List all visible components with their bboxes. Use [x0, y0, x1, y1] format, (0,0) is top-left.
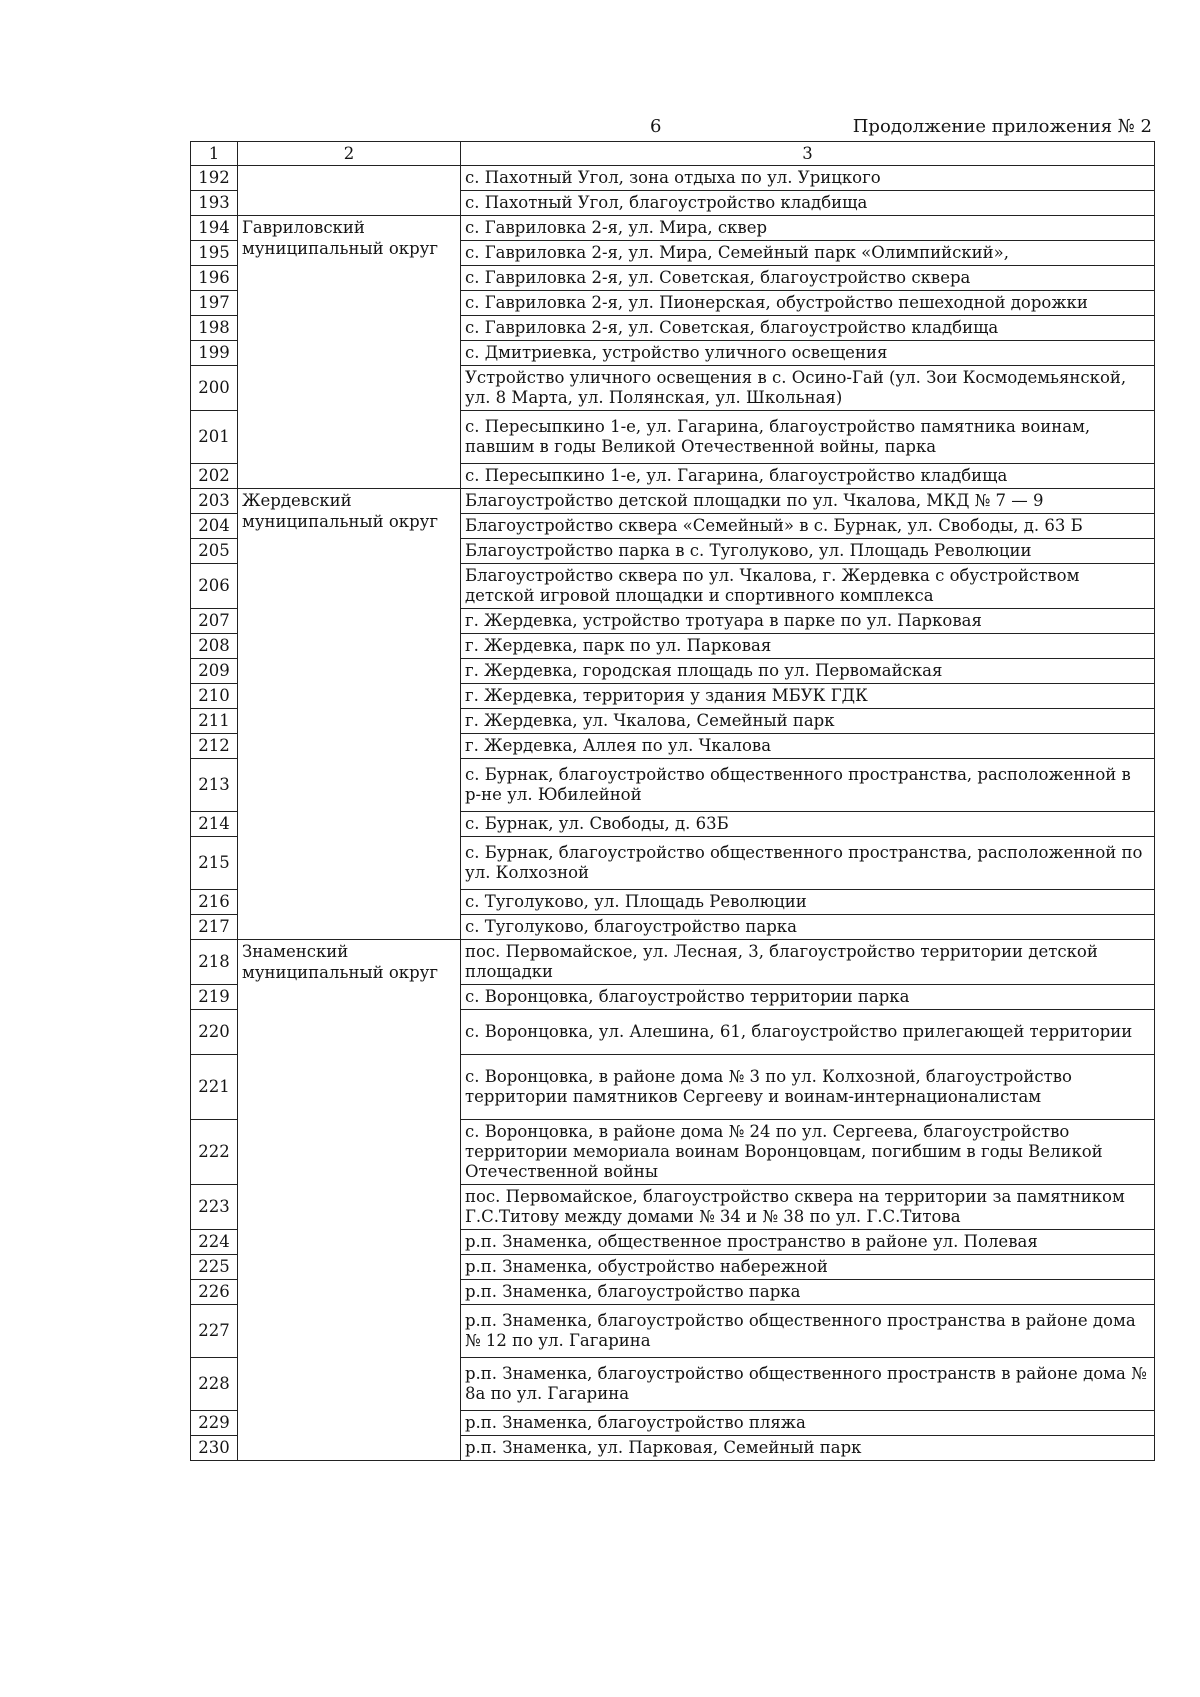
row-description: г. Жердевка, городская площадь по ул. Первомайская — [461, 659, 1155, 684]
row-description: с. Бурнак, благоустройство общественного пространства, расположенной по ул. Колхозной — [461, 837, 1155, 890]
row-description: с. Пересыпкино 1-е, ул. Гагарина, благоустройство кладбища — [461, 464, 1155, 489]
row-description: с. Пересыпкино 1-е, ул. Гагарина, благоустройство памятника воинам, павшим в годы Великой Отечественной войны, парка — [461, 411, 1155, 464]
appendix-table — [190, 141, 1155, 1461]
row-number: 209 — [191, 659, 238, 684]
row-number: 194 — [191, 216, 238, 241]
row-description: р.п. Знаменка, ул. Парковая, Семейный парк — [461, 1436, 1155, 1461]
row-number: 203 — [191, 489, 238, 514]
appendix-continuation-note: Продолжение приложения № 2 — [852, 116, 1152, 137]
row-number: 204 — [191, 514, 238, 539]
row-number: 226 — [191, 1280, 238, 1305]
row-number: 225 — [191, 1255, 238, 1280]
row-number: 205 — [191, 539, 238, 564]
row-description: с. Бурнак, благоустройство общественного пространства, расположенной в р-не ул. Юбилейной — [461, 759, 1155, 812]
row-description: р.п. Знаменка, благоустройство пляжа — [461, 1411, 1155, 1436]
row-description: с. Воронцовка, в районе дома № 24 по ул. Сергеева, благоустройство территории мемориала воинам Воронцовцам, погибшим в годы Великой Отечественной войны — [461, 1120, 1155, 1185]
row-description: г. Жердевка, ул. Чкалова, Семейный парк — [461, 709, 1155, 734]
table-header — [191, 142, 1155, 166]
page-number: 6 — [650, 116, 662, 137]
row-number: 196 — [191, 266, 238, 291]
row-number: 215 — [191, 837, 238, 890]
header-col-district: 2 — [238, 142, 461, 166]
row-number: 195 — [191, 241, 238, 266]
row-number: 223 — [191, 1185, 238, 1230]
row-description: с. Воронцовка, в районе дома № 3 по ул. Колхозной, благоустройство территории памятников Сергееву и воинам-интернационалистам — [461, 1055, 1155, 1120]
row-number: 224 — [191, 1230, 238, 1255]
row-description: с. Гавриловка 2-я, ул. Мира, Семейный парк «Олимпийский», — [461, 241, 1155, 266]
row-number: 201 — [191, 411, 238, 464]
table-row — [191, 166, 1155, 191]
row-description: с. Воронцовка, ул. Алешина, 61, благоустройство прилегающей территории — [461, 1010, 1155, 1055]
row-number: 222 — [191, 1120, 238, 1185]
table-body — [191, 166, 1155, 1461]
row-number: 207 — [191, 609, 238, 634]
row-number: 229 — [191, 1411, 238, 1436]
row-number: 210 — [191, 684, 238, 709]
row-description: с. Дмитриевка, устройство уличного освещения — [461, 341, 1155, 366]
district-cell: Знаменский муниципальный округ — [238, 940, 461, 1461]
row-number: 212 — [191, 734, 238, 759]
row-description: р.п. Знаменка, благоустройство общественного пространств в районе дома № 8а по ул. Гагарина — [461, 1358, 1155, 1411]
table-row — [191, 940, 1155, 985]
header-col-description: 3 — [461, 142, 1155, 166]
row-description: с. Пахотный Угол, зона отдыха по ул. Урицкого — [461, 166, 1155, 191]
row-description: р.п. Знаменка, благоустройство общественного пространства в районе дома № 12 по ул. Гагарина — [461, 1305, 1155, 1358]
row-number: 198 — [191, 316, 238, 341]
row-description: г. Жердевка, Аллея по ул. Чкалова — [461, 734, 1155, 759]
row-number: 227 — [191, 1305, 238, 1358]
table-row — [191, 489, 1155, 514]
row-description: г. Жердевка, устройство тротуара в парке по ул. Парковая — [461, 609, 1155, 634]
row-description: с. Гавриловка 2-я, ул. Мира, сквер — [461, 216, 1155, 241]
row-number: 213 — [191, 759, 238, 812]
header-col-number: 1 — [191, 142, 238, 166]
row-number: 202 — [191, 464, 238, 489]
row-number: 193 — [191, 191, 238, 216]
row-description: г. Жердевка, парк по ул. Парковая — [461, 634, 1155, 659]
row-description: Благоустройство парка в с. Туголуково, ул. Площадь Революции — [461, 539, 1155, 564]
row-description: с. Воронцовка, благоустройство территории парка — [461, 985, 1155, 1010]
row-number: 206 — [191, 564, 238, 609]
row-description: пос. Первомайское, ул. Лесная, 3, благоустройство территории детской площадки — [461, 940, 1155, 985]
district-cell — [238, 166, 461, 216]
row-number: 228 — [191, 1358, 238, 1411]
row-number: 218 — [191, 940, 238, 985]
row-description: Благоустройство детской площадки по ул. Чкалова, МКД № 7 — 9 — [461, 489, 1155, 514]
row-number: 217 — [191, 915, 238, 940]
row-number: 216 — [191, 890, 238, 915]
row-number: 200 — [191, 366, 238, 411]
district-cell: Жердевский муниципальный округ — [238, 489, 461, 940]
row-number: 219 — [191, 985, 238, 1010]
row-number: 197 — [191, 291, 238, 316]
row-description: с. Гавриловка 2-я, ул. Пионерская, обустройство пешеходной дорожки — [461, 291, 1155, 316]
row-number: 220 — [191, 1010, 238, 1055]
table-row — [191, 216, 1155, 241]
district-cell: Гавриловский муниципальный округ — [238, 216, 461, 489]
row-description: р.п. Знаменка, общественное пространство в районе ул. Полевая — [461, 1230, 1155, 1255]
row-number: 211 — [191, 709, 238, 734]
row-description: с. Гавриловка 2-я, ул. Советская, благоустройство сквера — [461, 266, 1155, 291]
row-number: 199 — [191, 341, 238, 366]
row-description: с. Туголуково, благоустройство парка — [461, 915, 1155, 940]
row-description: с. Гавриловка 2-я, ул. Советская, благоустройство кладбища — [461, 316, 1155, 341]
row-number: 221 — [191, 1055, 238, 1120]
row-description: р.п. Знаменка, обустройство набережной — [461, 1255, 1155, 1280]
row-description: пос. Первомайское, благоустройство сквера на территории за памятником Г.С.Титову между домами № 34 и № 38 по ул. Г.С.Титова — [461, 1185, 1155, 1230]
row-description: Устройство уличного освещения в с. Осино-Гай (ул. Зои Космодемьянской, ул. 8 Марта, ул. Полянская, ул. Школьная) — [461, 366, 1155, 411]
row-description: с. Туголуково, ул. Площадь Революции — [461, 890, 1155, 915]
row-number: 208 — [191, 634, 238, 659]
row-description: Благоустройство сквера «Семейный» в с. Бурнак, ул. Свободы, д. 63 Б — [461, 514, 1155, 539]
row-description: с. Пахотный Угол, благоустройство кладбища — [461, 191, 1155, 216]
row-description: Благоустройство сквера по ул. Чкалова, г. Жердевка с обустройством детской игровой площадки и спортивного комплекса — [461, 564, 1155, 609]
row-number: 192 — [191, 166, 238, 191]
row-number: 230 — [191, 1436, 238, 1461]
row-description: с. Бурнак, ул. Свободы, д. 63Б — [461, 812, 1155, 837]
row-description: г. Жердевка, территория у здания МБУК ГДК — [461, 684, 1155, 709]
row-description: р.п. Знаменка, благоустройство парка — [461, 1280, 1155, 1305]
row-number: 214 — [191, 812, 238, 837]
